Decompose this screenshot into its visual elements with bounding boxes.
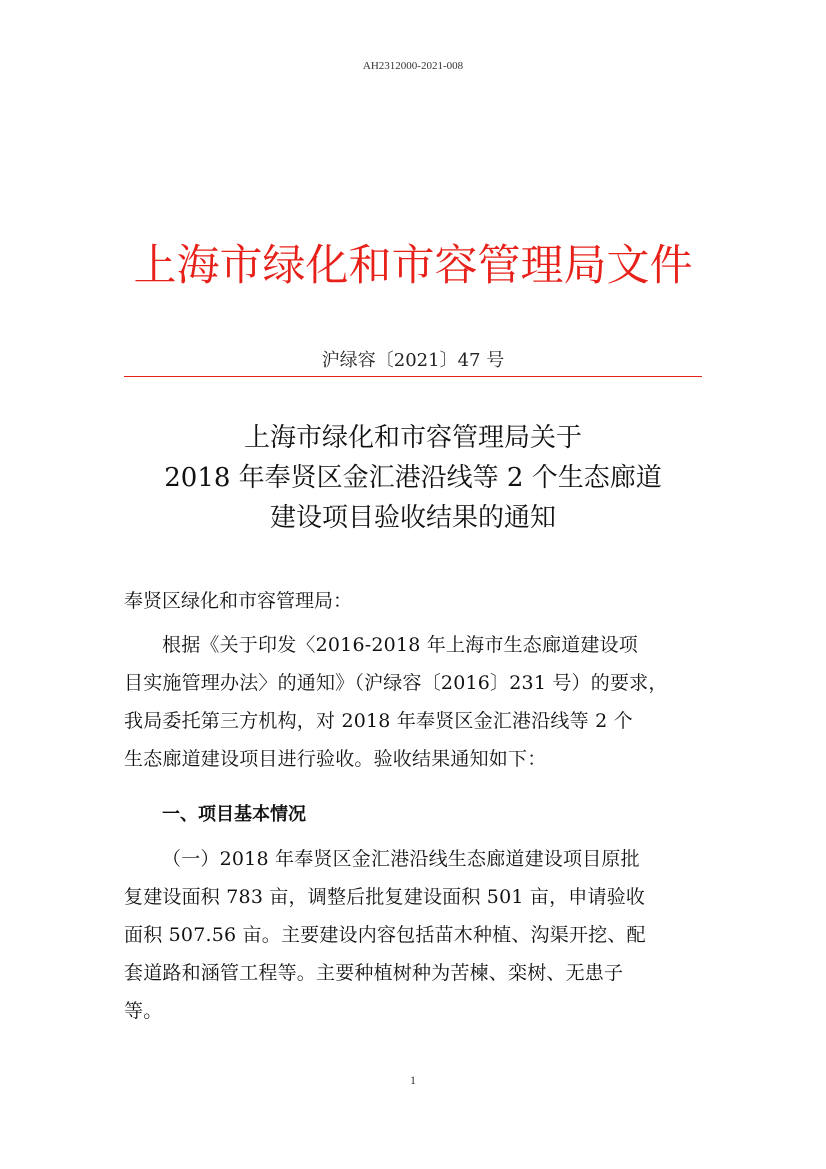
paragraph-1-line-4: 生态廊道建设项目进行验收。验收结果通知如下： [124, 748, 547, 770]
paragraph-1-line-3: 我局委托第三方机构，对 2018 年奉贤区金汇港沿线等 2 个 [124, 710, 633, 732]
document-number: 沪绿容〔2021〕47 号 [321, 350, 505, 371]
notice-title-line-2: 2018 年奉贤区金汇港沿线等 2 个生态廊道 [164, 463, 662, 493]
page-number: 1 [410, 1073, 416, 1087]
paragraph-2-line-4: 套道路和涵管工程等。主要种植树种为苦楝、栾树、无患子 [124, 962, 624, 984]
notice-title-line-3: 建设项目验收结果的通知 [269, 503, 556, 533]
paragraph-1-line-1: 根据《关于印发〈2016-2018 年上海市生态廊道建设项 [162, 634, 638, 656]
document-id: AH2312000-2021-008 [362, 60, 464, 72]
paragraph-2-line-3: 面积 507.56 亩。主要建设内容包括苗木种植、沟渠开挖、配 [124, 924, 646, 946]
paragraph-1 [124, 626, 704, 778]
addressee: 奉贤区绿化和市容管理局： [124, 590, 353, 612]
paragraph-2-line-2: 复建设面积 783 亩，调整后批复建设面积 501 亩，申请验收 [124, 886, 646, 908]
paragraph-2-line-1: （一）2018 年奉贤区金汇港沿线生态廊道建设项目原批 [162, 848, 640, 870]
paragraph-1-line-2: 目实施管理办法〉的通知》（沪绿容〔2016〕231 号）的要求， [124, 672, 668, 694]
paragraph-2-line-5: 等。 [124, 1000, 163, 1022]
red-divider-line [124, 376, 702, 377]
paragraph-2 [124, 840, 704, 1030]
notice-title [0, 418, 826, 538]
section-heading-basic-info: 一、项目基本情况 [162, 804, 306, 825]
masthead-title: 上海市绿化和市容管理局文件 [133, 241, 693, 291]
notice-title-line-1: 上海市绿化和市容管理局关于 [243, 423, 582, 453]
